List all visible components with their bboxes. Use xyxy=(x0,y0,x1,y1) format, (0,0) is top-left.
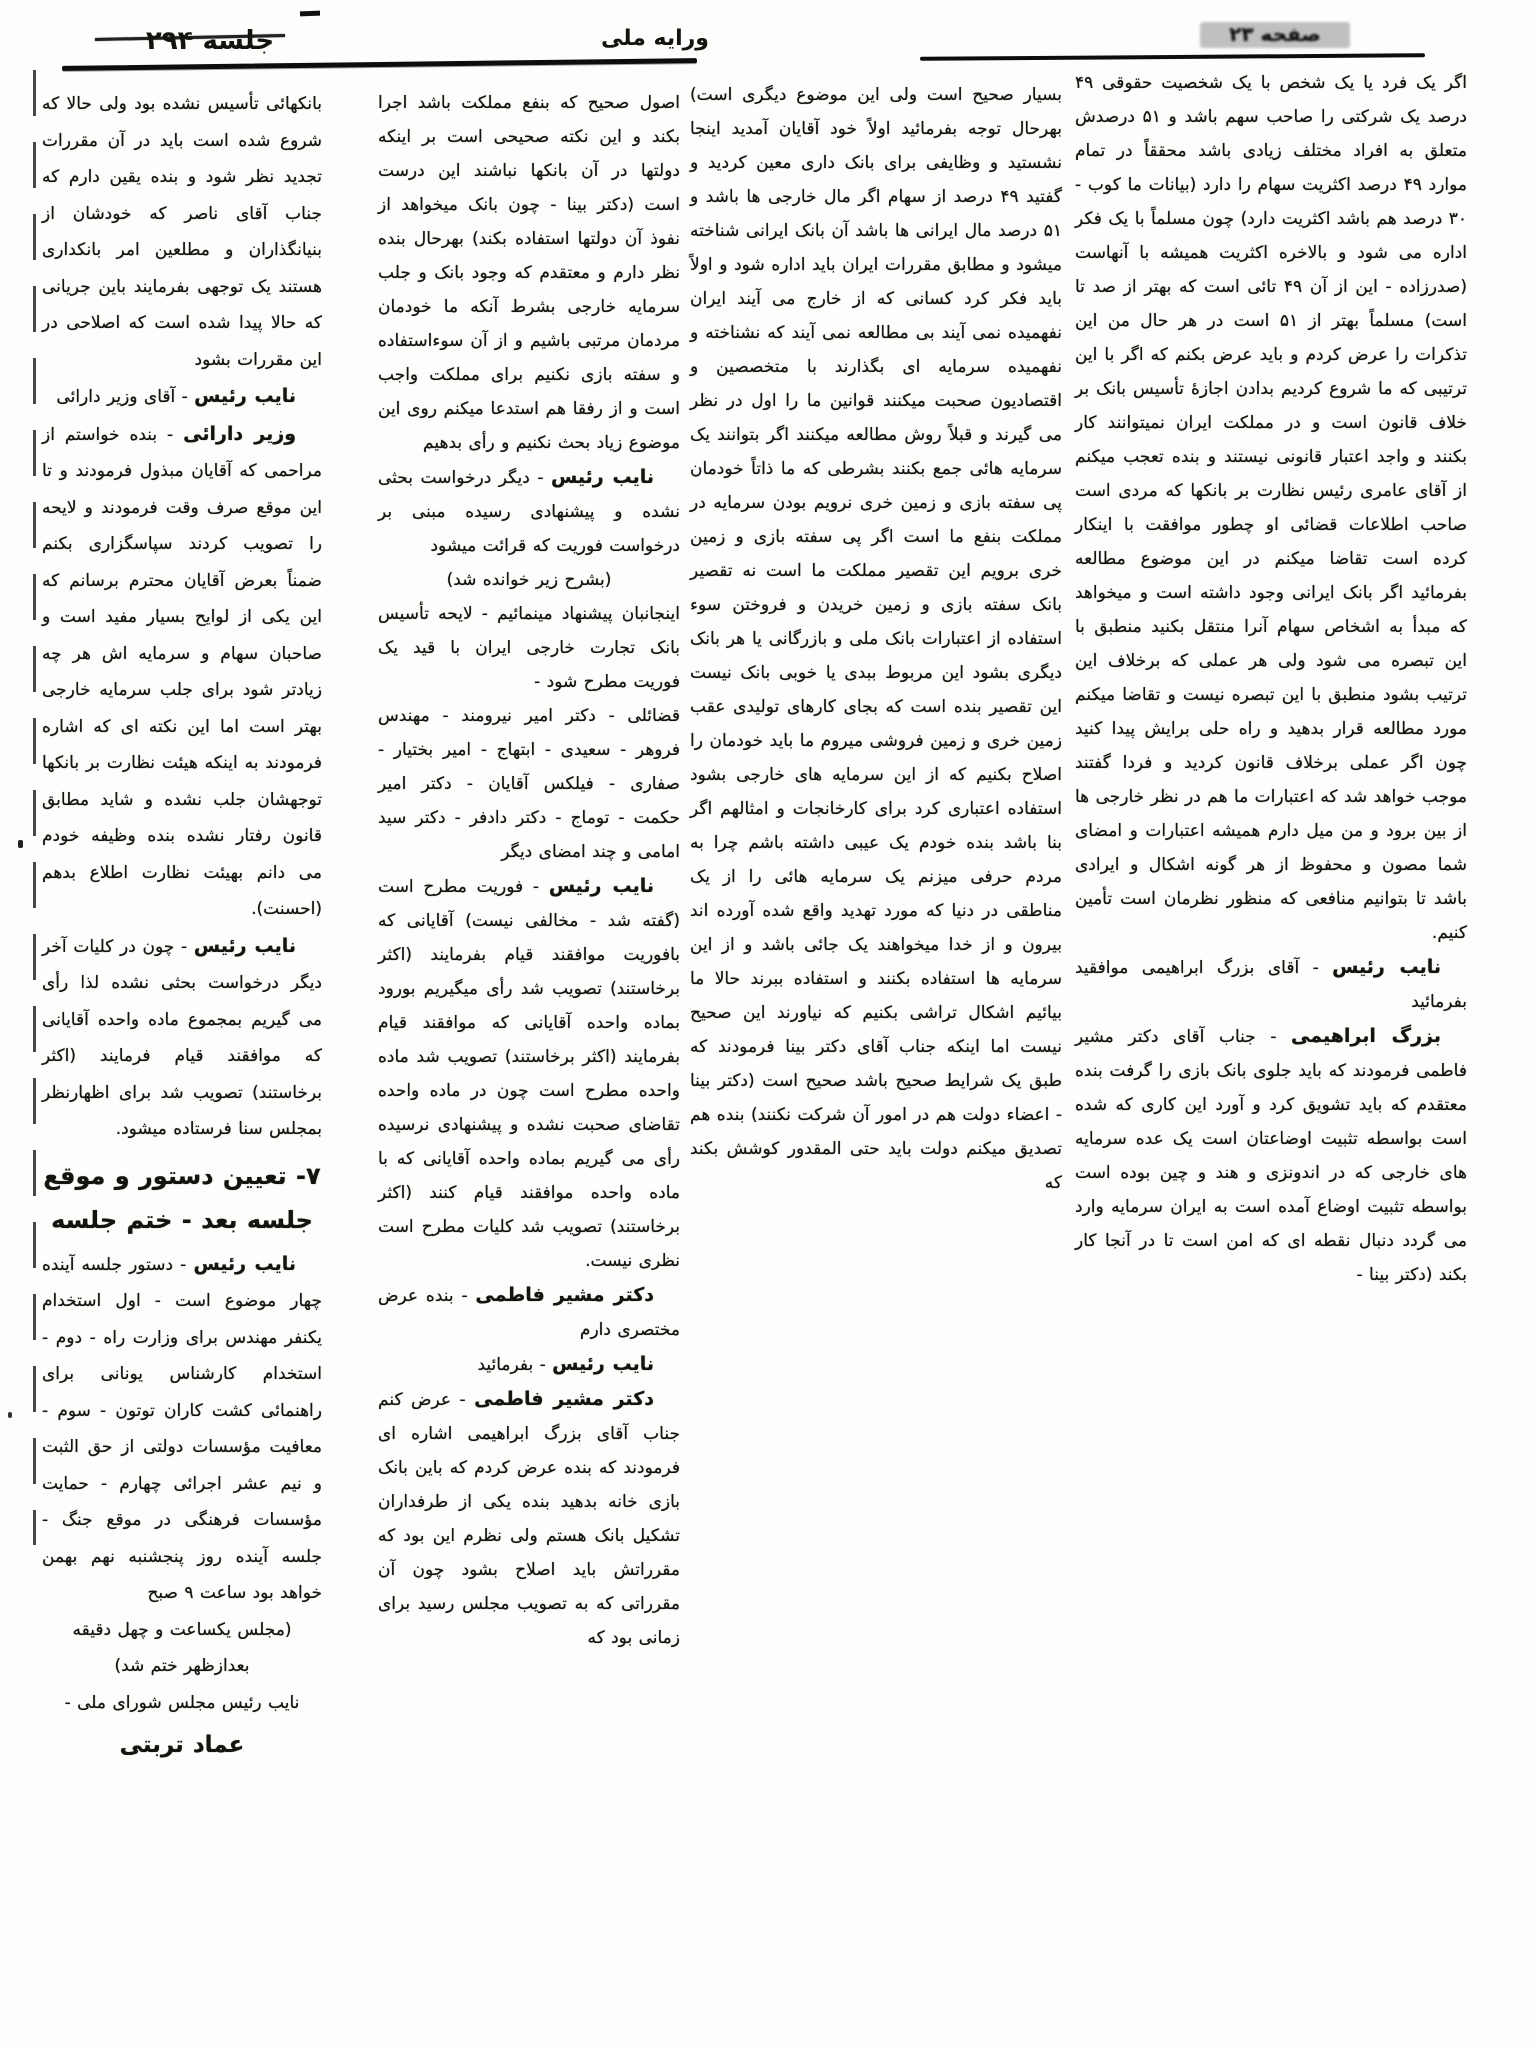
speaker-name: دکتر مشیر فاطمی xyxy=(474,1388,654,1410)
session-number-label: جلسه ۲۹۴ xyxy=(145,26,275,56)
speech-block: بزرگ ابراهیمی - جناب آقای دکتر مشیر فاطمی فرمودند که باید جلوی بانک بازی را گرفت بنده معتقدم که باید تشویق کرد و آورد این کاری که شده است بواسطه تثبیت اوضاعتان است یک عده سرمایه های خارجی که در اندونزی و هند و چین بوده است بواسطه تثبیت اوضاع آمده است به ایران سرمایه وارد می گردد دنبال نقطه ای که امن است تا در آنجا کار بکند (دکتر بینا - xyxy=(1075,1025,1467,1285)
speaker-name: نایب رئیس xyxy=(1332,956,1441,978)
p-block: بانکهائی تأسیس نشده بود ولی حالا که شروع شده است باید در آن مقررات تجدید نظر شود و بنده یقین دارم که جناب آقای ناصر که خودشان از بنیانگذاران و مطلعین امر بانکداری هستند یک توجهی بفرمایند باین جریانی که حالا پیدا شده است که اصلاحی در این مقررات بشود xyxy=(42,94,322,370)
speech-block: دکتر مشیر فاطمی - عرض کنم جناب آقای بزرگ ابراهیمی اشاره ای فرمودند که بنده عرض کردم که باین بانک بازی خانه بدهید بنده یکی از طرفداران تشکیل بانک هستم ولی نظرم این بود که مقرراتش باید اصلاح بشود چون آن مقرراتی که به تصویب مجلس رسید برای زمانی بود که xyxy=(378,1388,680,1648)
speaker-name: دکتر مشیر فاطمی xyxy=(475,1284,654,1306)
text-column-1 xyxy=(1075,66,1467,1292)
speaker-name: نایب رئیس xyxy=(193,934,296,957)
left-margin-rule xyxy=(33,70,36,1545)
center-block: نایب رئیس مجلس شورای ملی - xyxy=(64,1692,300,1713)
signature-block: عماد تربتی xyxy=(119,1732,245,1758)
p-block: بسیار صحیح است ولی این موضوع دیگری است) بهرحال توجه بفرمائید اولاً خود آقایان آمدید اینجا نشستید و وظایفی برای بانک داری معین کردید و گفتید ۴۹ درصد از سهام اگر مال خارجی ها باشد و ۵۱ درصد مال ایرانی ها باشد آن بانک ایرانی شناخته میشود و مطابق مقررات ایران باید اداره شود و اولاً باید فکر کرد کسانی که از خارج می آیند ایران نفهمیده نمی آیند بی مطالعه نمی آیند که نشناخته و نفهمیده سرمایه ای بگذارند با متخصصین و اقتصادیون صحبت میکنند قوانین ما را اول در نظر می گیرند و قبلاً روش مطالعه میکنند اگر بتوانند یک سرمایه هائی جمع بکنند بشرطی که ما ذاتاً خودمان پی سفته بازی و زمین خری نرویم بودن سرمایه در مملکت بنفع ما است اگر پی سفته بازی و زمین خری برویم این تقصیر مملکت ما است نه تقصیر بانک سفته بازی و زمین خریدن و فروختن سوء استفاده از اعتبارات بانک ملی و بازرگانی یا هر بانک دیگری بشود این مربوط ببدی یا خوبی بانک نیست این تقصیر بنده است که بجای کارهای تولیدی عقب زمین خری و زمین فروشی میروم ما باید خودمان را اصلاح بکنیم که از این سرمایه های خارجی بشود استفاده اعتباری کرد برای کارخانجات و امثالهم اگر بنا باشد بنده خودم یک عیبی داشته باشم چرا به مردم حرفی میزنم یک سرمایه هائی را از یک مناطقی در دنیا که مورد تهدید واقع شده آورده اند بیرون و از خدا میخواهند یک جائی باشد و از این سرمایه ها استفاده بکنند و استفاده ببرند حالا ما بیائیم اشکال تراشی بکنیم که نیاورند این صحیح نیست اما اینکه جناب آقای دکتر بینا فرمودند که طبق یک شرایط صحیح باشد صحیح است (دکتر بینا - اعضاء دولت هم در امور آن شرکت نکنند) بنده هم تصدیق میکنم دولت باید حتی المقدور کوشش بکند که xyxy=(690,85,1063,1193)
speech-block: وزیر دارائی - بنده خواستم از مراحمی که آقایان مبذول فرمودند و تا این موقع صرف وقت فرمودند و لایحه را تصویب کردند سپاسگزاری بکنم ضمناً بعرض آقایان محترم برسانم که این یکی از لوایح بسیار مفید است و صاحبان سهام و سرمایه اش هر چه زیادتر شود برای جلب سرمایه خارجی بهتر است اما این نکته ای که اشاره فرمودند به اینکه هیئت نظارت بر بانکها توجهشان جلب نشده و شاید مطابق قانون رفتار نشده بنده وظیفه خودم می دانم بهیئت نظارت اطلاع بدهم (احسنت). xyxy=(42,422,322,919)
center-block: بعدازظهر ختم شد) xyxy=(114,1656,250,1676)
speaker-name: نایب رئیس xyxy=(551,466,654,488)
speaker-name: بزرگ ابراهیمی xyxy=(1291,1025,1441,1047)
speech-block: نایب رئیس - بفرمائید xyxy=(477,1353,654,1375)
speaker-name: نایب رئیس xyxy=(193,1252,296,1275)
heading-block: ۷- تعیین دستور و موقع جلسه بعد - ختم جلسه xyxy=(43,1161,321,1234)
header-rule-right xyxy=(920,53,1425,61)
speaker-name: نایب رئیس xyxy=(552,1353,654,1375)
ink-speck xyxy=(8,1412,12,1418)
p-block: اینجانبان پیشنهاد مینمائیم - لایحه تأسیس بانک تجارت خارجی ایران با قید یک فوریت مطرح شود - xyxy=(378,604,680,692)
p-block: اصول صحیح که بنفع مملکت باشد اجرا بکند و این نکته صحیحی است بر اینکه دولتها در آن بانکها نباشند این درست است (دکتر بینا - چون بانک میخواهد از نفوذ آن دولتها استفاده بکند) بهرحال بنده نظر دارم و معتقدم که وجود بانک و جلب سرمایه خارجی بشرط آنکه ما خودمان مردمان مرتبی باشیم و از آن سوءاستفاده و سفته بازی نکنیم برای مملکت واجب است و از رفقا هم استدعا میکنم روی این موضوع زیاد بحث نکنیم و رأی بدهیم xyxy=(378,93,680,453)
names-block: قضائلی - دکتر امیر نیرومند - مهندس فروهر - سعیدی - ابتهاج - امیر بختیار - صفاری - فیلکس آقایان - دکتر امیر حکمت - توماج - دکتر دادفر - دکتر سید امامی و چند امضای دیگر xyxy=(378,706,680,862)
speaker-name: نایب رئیس xyxy=(548,875,654,897)
speech-block: نایب رئیس - آقای وزیر دارائی xyxy=(56,385,296,407)
speaker-name: نایب رئیس xyxy=(194,385,296,407)
text-column-2 xyxy=(690,78,1062,1200)
center-block: (بشرح زیر خوانده شد) xyxy=(446,570,612,590)
page-number-smudged: صفحه ۲۳ xyxy=(1200,22,1350,48)
speech-block: دکتر مشیر فاطمی - بنده عرض مختصری دارم xyxy=(378,1284,680,1340)
top-margin-dash xyxy=(300,11,320,17)
p-block: اگر یک فرد یا یک شخص با یک شخصیت حقوقی ۴۹ درصد یک شرکتی را صاحب سهم باشد و ۵۱ درصدش متعلق به افراد مختلف زیادی باشد محققاً در تمام موارد ۴۹ درصد اکثریت سهام را دارد (بیانات ما کوب - ۳۰ درصد هم باشد اکثریت دارد) چون مسلماً با یک فکر اداره می شود و بالاخره اکثریت همیشه با آنهاست (صدرزاده - این از آن ۴۹ تائی است که بهتر از صد تا است) مسلماً بهتر از ۵۱ است در هر حال من این تذکرات را عرض کردم و باید عرض بکنم که اگر با این ترتیبی که ما شروع کردیم بدادن اجازهٔ تأسیس بانک بر خلاف قانون است و در مملکت ایران نمیتوانند کار بکنند و واجد اعتبار قانونی نیستند و بنده تعجب میکنم از آقای عامری رئیس نظارت بر بانکها که مردی است صاحب اطلاعات قضائی او چطور موافقت با اینکار کرده است تقاضا میکنم در این موضوع مطالعه بفرمائید اگر بانک ایرانی وجود داشته است و میخواهد که مبدأ به اشخاص سهام آنرا منتقل بکنید منطبق با این تبصره می شود ولی هر عملی که برخلاف این ترتیب بشود منطبق با این تبصره نیست و تقاضا میکنم مورد مطالعه قرار بدهید و راه حلی برایش پیدا کنید چون اگر عملی برخلاف قانون کردید و فردا گفتند موجب خواهد شد که اعتبارات ما هم در نظر خارجی ها از بین برود و من میل دارم همیشه اعتبارات و امضای شما مصون و محفوظ از هر گونه اشکال و ایرادی باشد تا بتوانیم منافعی که منظور نظرمان است تأمین کنیم. xyxy=(1075,73,1468,943)
text-column-4 xyxy=(42,86,322,1764)
center-block: (مجلس یکساعت و چهل دقیقه xyxy=(72,1619,292,1640)
ink-speck xyxy=(18,840,23,848)
header-rule-left xyxy=(62,58,697,71)
speech-block: نایب رئیس - دستور جلسه آینده چهار موضوع است - اول استخدام یکنفر مهندس برای وزارت راه - دوم - استخدام کارشناس یونانی برای راهنمائی کشت کاران توتون - سوم - معافیت مؤسسات دولتی از حق الثبت و نیم عشر اجرائی چهارم - حمایت مؤسسات فرهنگی در موقع جنگ - جلسه آینده روز پنجشنبه نهم بهمن خواهد بود ساعت ۹ صبح xyxy=(42,1252,322,1603)
speech-block: نایب رئیس - فوریت مطرح است (گفته شد - مخالفی نیست) آقایانی که بافوریت موافقند قیام بفرمایند (اکثر برخاستند) تصویب شد رأی میگیریم بورود بماده واحده آقایانی که موافقند قیام بفرمایند (اکثر برخاستند) تصویب شد ماده واحده مطرح است چون در ماده واحده تقاضای صحبت نشده و پیشنهادی نرسیده رأی می گیریم بماده واحده آقایانی که با ماده واحده موافقند قیام کنند (اکثر برخاستند) تصویب شد کلیات مطرح است نظری نیست. xyxy=(378,875,680,1271)
speech-block: نایب رئیس - آقای بزرگ ابراهیمی موافقید بفرمائید xyxy=(1075,956,1467,1012)
speech-block: نایب رئیس - دیگر درخواست بحثی نشده و پیشنهادی رسیده مبنی بر درخواست فوریت که قرائت میشود xyxy=(378,466,680,556)
speech-block: نایب رئیس - چون در کلیات آخر دیگر درخواست بحثی نشده لذا رأی می گیریم بمجموع ماده واحده آقایانی که موافقند قیام فرمایند (اکثر برخاستند) تصویب شد برای اظهارنظر بمجلس سنا فرستاده میشود. xyxy=(42,934,322,1139)
speaker-name: وزیر دارائی xyxy=(183,422,297,445)
text-column-3 xyxy=(378,86,680,1655)
journal-title: ورايه ملی xyxy=(600,26,709,51)
